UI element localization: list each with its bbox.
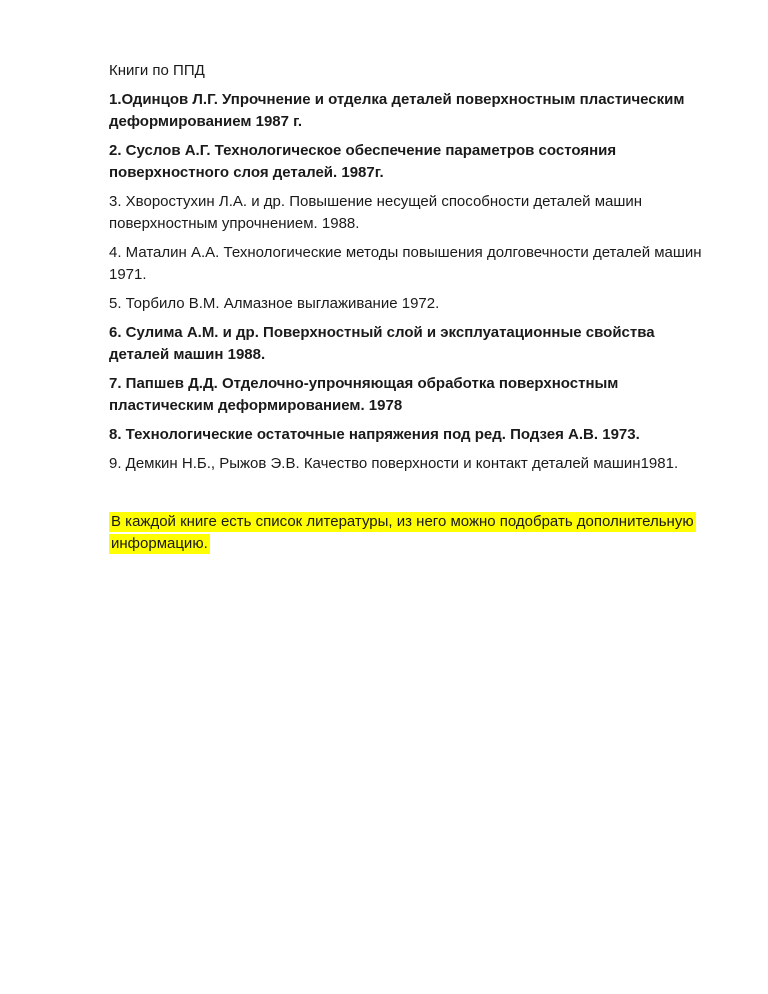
highlighted-note (109, 511, 709, 555)
highlight-mark: В каждой книге есть список литературы, из него можно подобрать дополнительную информацию. (111, 513, 694, 552)
book-item-5: 5. Торбило В.М. Алмазное выглаживание 1972. (109, 295, 440, 312)
book-item-9: 9. Демкин Н.Б., Рыжов Э.В. Качество поверхности и контакт деталей машин1981. (109, 455, 679, 472)
book-item-3: 3. Хворостухин Л.А. и др. Повышение несущей способности деталей машин поверхностным упрочнением. 1988. (109, 193, 643, 232)
blank-line (109, 482, 709, 511)
page-title: Книги по ППД (109, 62, 205, 79)
book-item-6: 6. Сулима А.М. и др. Поверхностный слой и эксплуатационные свойства деталей машин 1988. (109, 324, 655, 363)
book-item-2: 2. Суслов А.Г. Технологическое обеспечение параметров состояния поверхностного слоя деталей. 1987г. (109, 142, 617, 181)
book-item-4: 4. Маталин А.А. Технологические методы повышения долговечности деталей машин 1971. (109, 244, 702, 283)
book-item-7: 7. Папшев Д.Д. Отделочно-упрочняющая обработка поверхностным пластическим деформированием. 1978 (109, 375, 619, 414)
book-item-8: 8. Технологические остаточные напряжения под ред. Подзея А.В. 1973. (109, 426, 640, 443)
book-item-1: 1.Одинцов Л.Г. Упрочнение и отделка деталей поверхностным пластическим деформированием 1987 г. (109, 91, 685, 130)
